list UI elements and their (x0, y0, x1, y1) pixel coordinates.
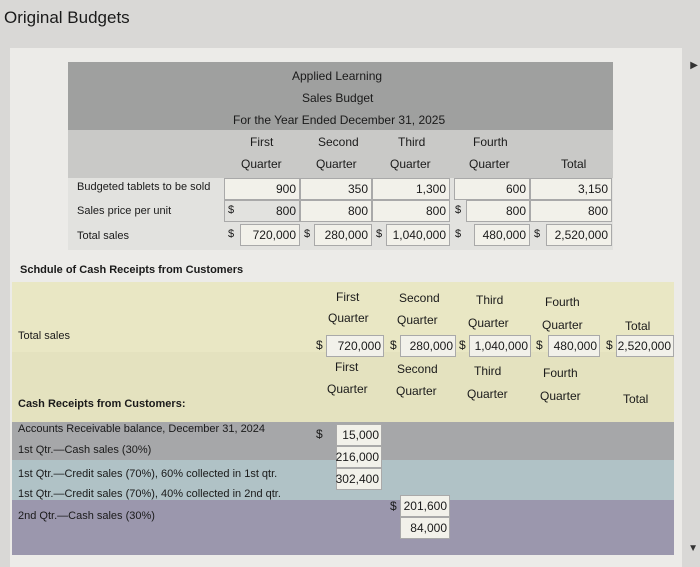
q1-cash-sales-label: 1st Qtr.—Cash sales (30%) (18, 444, 152, 456)
sales-q4-cell[interactable] (474, 224, 530, 246)
cash-sales-total-currency: $ (606, 338, 613, 352)
cash-sales-total-value: 2,520,000 (617, 339, 671, 353)
cash-q2-header-bottom: Quarter (397, 313, 438, 327)
row-label-tablets: Budgeted tablets to be sold (77, 181, 211, 193)
price-q2-cell[interactable] (300, 200, 372, 222)
sales-q2-currency: $ (304, 228, 311, 240)
cash-q3-header2-top: Third (474, 364, 502, 378)
q1-cash-sales-q1-value: 216,000 (335, 450, 379, 464)
cash-total-sales-label: Total sales (18, 330, 70, 342)
q1-credit-60-q1-value: 302,400 (335, 472, 379, 486)
q3-header-bottom: Quarter (390, 157, 431, 171)
q1-credit-40-q2-cell[interactable] (400, 495, 450, 517)
cash-receipts-header: Cash Receipts from Customers: (18, 398, 186, 410)
cash-total-header: Total (625, 319, 651, 333)
scroll-down-icon[interactable]: ▼ (688, 543, 698, 554)
price-q1-cell[interactable] (224, 200, 300, 222)
cash-q2-header-top: Second (399, 291, 440, 305)
cash-q2-header2-bottom: Quarter (396, 384, 437, 398)
cash-q4-header-top: Fourth (545, 295, 580, 309)
cash-q1-header2-bottom: Quarter (327, 382, 368, 396)
ar-balance-q1-value: 15,000 (342, 428, 379, 442)
tablets-q3-cell[interactable] (372, 178, 450, 200)
q1-cash-sales-q1-cell[interactable] (336, 446, 382, 468)
cash-q4-header2-top: Fourth (543, 366, 578, 380)
cash-q1-header-top: First (336, 290, 360, 304)
cash-q2-header2-top: Second (397, 362, 438, 376)
cash-sales-q3-cell[interactable] (469, 335, 531, 357)
cash-sales-q1-cell[interactable] (326, 335, 384, 357)
q1-credit-60-label: 1st Qtr.—Credit sales (70%), 60% collected in 1st qtr. (18, 468, 278, 480)
q4-header-top: Fourth (473, 135, 508, 149)
q2-cash-sales-q2-cell[interactable] (400, 517, 450, 539)
sales-currency: $ (228, 228, 235, 240)
q4-header-bottom: Quarter (469, 157, 510, 171)
cash-sales-q2-cell[interactable] (400, 335, 456, 357)
price-q3-cell[interactable] (372, 200, 450, 222)
cash-q4-header-bottom: Quarter (542, 318, 583, 332)
sales-q1-value: 720,000 (252, 228, 296, 242)
sales-q2-cell[interactable] (314, 224, 372, 246)
cash-q3-header-top: Third (476, 293, 504, 307)
cash-sales-q2-value: 280,000 (409, 339, 453, 353)
q1-header-bottom: Quarter (241, 157, 282, 171)
cash-q3-header2-bottom: Quarter (467, 387, 508, 401)
cash-sales-q4-value: 480,000 (553, 339, 597, 353)
tablets-total-value: 3,150 (577, 182, 608, 196)
price-total-value: 800 (587, 204, 608, 218)
tablets-total-cell[interactable] (530, 178, 612, 200)
q1-credit-40-label: 1st Qtr.—Credit sales (70%), 40% collected in 2nd qtr. (18, 488, 281, 500)
sales-q1-cell[interactable] (240, 224, 300, 246)
cash-schedule-title: Schdule of Cash Receipts from Customers (20, 264, 244, 276)
sales-total-currency: $ (534, 228, 541, 240)
cash-total-header2: Total (623, 392, 649, 406)
sales-q2-value: 280,000 (324, 228, 368, 242)
budget-period: For the Year Ended December 31, 2025 (233, 113, 446, 127)
cash-q1-header2-top: First (335, 360, 359, 374)
cash-q4-header2-bottom: Quarter (540, 389, 581, 403)
cash-sales-q2-currency: $ (390, 338, 397, 352)
tablets-q2-value: 350 (347, 182, 368, 196)
company-name: Applied Learning (292, 69, 383, 83)
sales-total-cell[interactable] (546, 224, 612, 246)
sales-q4-currency: $ (455, 228, 462, 240)
budget-title: Sales Budget (302, 91, 374, 105)
q1-credit-40-currency: $ (390, 499, 397, 513)
cash-sales-total-cell[interactable] (616, 335, 674, 357)
total-header: Total (561, 157, 587, 171)
sales-q3-value: 1,040,000 (392, 228, 446, 242)
ar-balance-q1-cell[interactable] (336, 424, 382, 446)
q1-credit-40-q2-value: 201,600 (403, 499, 447, 513)
price-q4-currency: $ (455, 204, 462, 216)
cash-sales-q1-value: 720,000 (337, 339, 381, 353)
q2-cash-sales-label: 2nd Qtr.—Cash sales (30%) (18, 510, 155, 522)
sales-q3-currency: $ (376, 228, 383, 240)
ar-balance-currency: $ (316, 427, 323, 441)
q3-header-top: Third (398, 135, 426, 149)
price-q1-value: 800 (275, 204, 296, 218)
tablets-q1-value: 900 (275, 182, 296, 196)
purple-row-band (12, 500, 674, 555)
q2-header-top: Second (318, 135, 359, 149)
row-label-total-sales: Total sales (77, 230, 129, 242)
q1-header-top: First (250, 135, 274, 149)
sales-total-value: 2,520,000 (554, 228, 608, 242)
price-q3-value: 800 (425, 204, 446, 218)
cash-sales-q4-cell[interactable] (548, 335, 600, 357)
page-title: Original Budgets (4, 8, 130, 27)
tablets-q4-cell[interactable] (454, 178, 530, 200)
ar-balance-label: Accounts Receivable balance, December 31, 2024 (18, 423, 266, 435)
tablets-q1-cell[interactable] (224, 178, 300, 200)
q2-cash-sales-q2-value: 84,000 (410, 521, 447, 535)
sales-q3-cell[interactable] (386, 224, 450, 246)
cash-sales-q4-currency: $ (536, 338, 543, 352)
tablets-q2-cell[interactable] (300, 178, 372, 200)
q2-header-bottom: Quarter (316, 157, 357, 171)
tablets-q4-value: 600 (505, 182, 526, 196)
price-total-cell[interactable] (530, 200, 612, 222)
price-q4-value: 800 (505, 204, 526, 218)
scroll-right-icon[interactable]: ▶ (690, 60, 698, 71)
cash-sales-q3-currency: $ (459, 338, 466, 352)
price-q4-cell[interactable] (466, 200, 530, 222)
sales-q4-value: 480,000 (482, 228, 526, 242)
cash-q1-header-bottom: Quarter (328, 311, 369, 325)
cash-q3-header-bottom: Quarter (468, 316, 509, 330)
row-label-price: Sales price per unit (77, 205, 172, 217)
price-q2-value: 800 (347, 204, 368, 218)
q1-credit-60-q1-cell[interactable] (336, 468, 382, 490)
price-currency: $ (228, 204, 235, 216)
cash-sales-currency: $ (316, 338, 323, 352)
tablets-q3-value: 1,300 (415, 182, 446, 196)
cash-sales-q3-value: 1,040,000 (474, 339, 528, 353)
